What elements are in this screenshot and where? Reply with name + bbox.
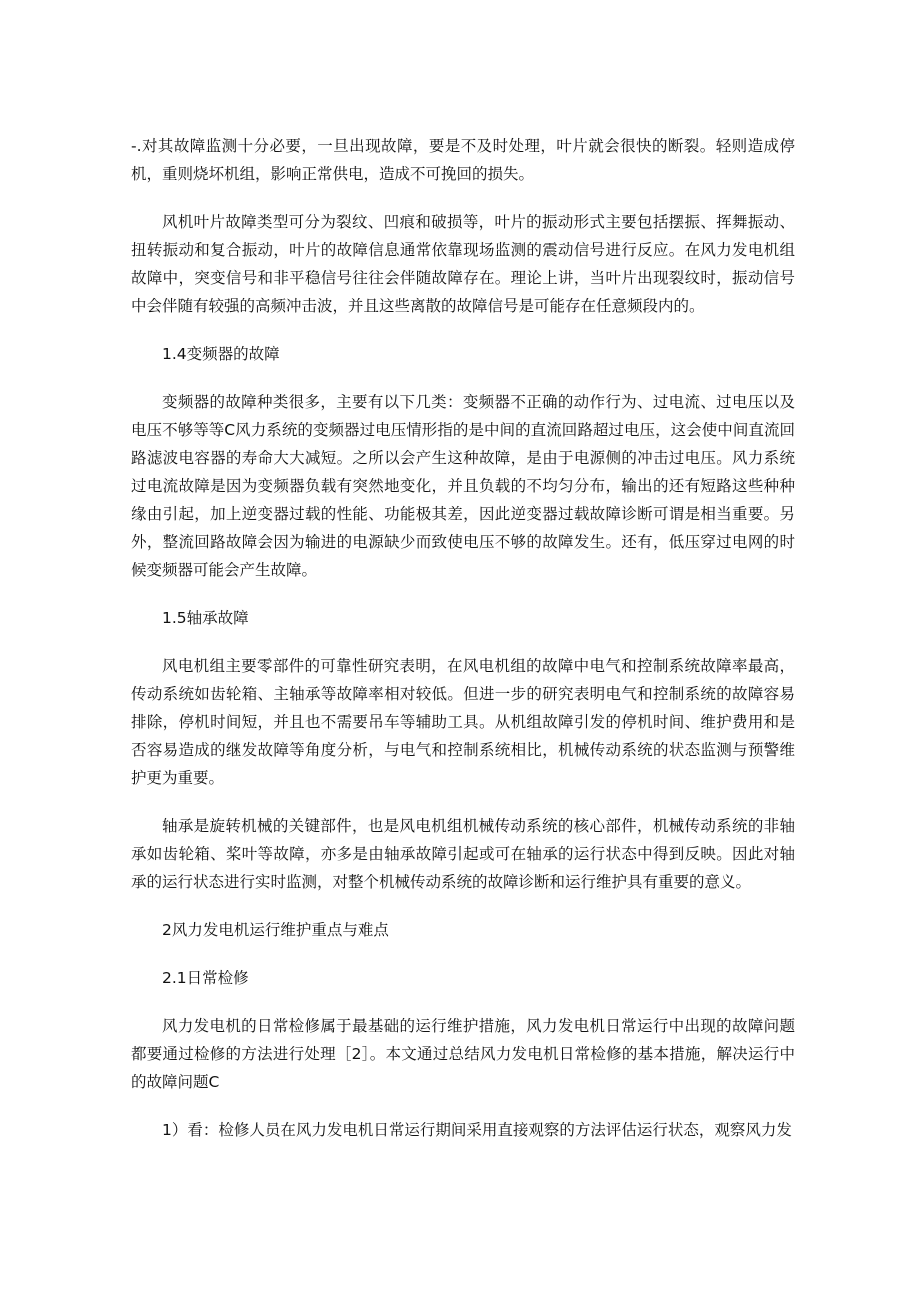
section-heading-1-4: 1.4变频器的故障 — [162, 345, 280, 363]
document-body — [131, 132, 795, 1164]
paragraph-blade-fault-types: 风机叶片故障类型可分为裂纹、凹痕和破损等，叶片的振动形式主要包括摆振、挥舞振动、扭转振动和复合振动，叶片的故障信息通常依靠现场监测的震动信号进行反应。在风力发电机组故障中，突变信号和非平稳信号往往会伴随故障存在。理论上讲，当叶片出现裂纹时，振动信号中会伴随有较强的高频冲击波，并且这些离散的故障信号是可能存在任意频段内的。 — [131, 213, 795, 315]
paragraph-component-reliability: 风电机组主要零部件的可靠性研究表明，在风电机组的故障中电气和控制系统故障率最高，传动系统如齿轮箱、主轴承等故障率相对较低。但进一步的研究表明电气和控制系统的故障容易排除，停机时间短，并且也不需要吊车等辅助工具。从机组故障引发的停机时间、维护费用和是否容易造成的继发故障等角度分析，与电气和控制系统相比，机械传动系统的状态监测与预警维护更为重要。 — [131, 657, 795, 787]
paragraph-inspection-look: 1）看：检修人员在风力发电机日常运行期间采用直接观察的方法评估运行状态，观察风力发 — [162, 1121, 792, 1139]
section-heading-2-1: 2.1日常检修 — [162, 969, 249, 987]
paragraph-daily-maintenance: 风力发电机的日常检修属于最基础的运行维护措施，风力发电机日常运行中出现的故障问题都要通过检修的方法进行处理［2］。本文通过总结风力发电机日常检修的基本措施，解决运行中的故障问题C — [131, 1017, 795, 1091]
paragraph-bearing-importance: 轴承是旋转机械的关键部件，也是风电机组机械传动系统的核心部件，机械传动系统的非轴承如齿轮箱、桨叶等故障，亦多是由轴承故障引起或可在轴承的运行状态中得到反映。因此对轴承的运行状态进行实时监测，对整个机械传动系统的故障诊断和运行维护具有重要的意义。 — [131, 817, 795, 891]
paragraph-inverter-faults: 变频器的故障种类很多，主要有以下几类：变频器不正确的动作行为、过电流、过电压以及电压不够等等C风力系统的变频器过电压情形指的是中间的直流回路超过电压，这会使中间直流回路滤波电容器的寿命大大减短。之所以会产生这种故障，是由于电源侧的冲击过电压。风力系统过电流故障是因为变频器负载有突然地变化，并且负载的不均匀分布，输出的还有短路这些种种缘由引起，加上逆变器过载的性能、功能极其差，因此逆变器过载故障诊断可谓是相当重要。另外，整流回路故障会因为输进的电源缺少而致使电压不够的故障发生。还有，低压穿过电网的时候变频器可能会产生故障。 — [131, 393, 795, 579]
section-heading-1-5: 1.5轴承故障 — [162, 609, 249, 627]
section-heading-2: 2风力发电机运行维护重点与难点 — [162, 921, 389, 939]
paragraph-blade-monitoring-continued: -.对其故障监测十分必要，一旦出现故障，要是不及时处理，叶片就会很快的断裂。轻则造成停机，重则烧坏机组，影响正常供电，造成不可挽回的损失。 — [131, 137, 795, 183]
